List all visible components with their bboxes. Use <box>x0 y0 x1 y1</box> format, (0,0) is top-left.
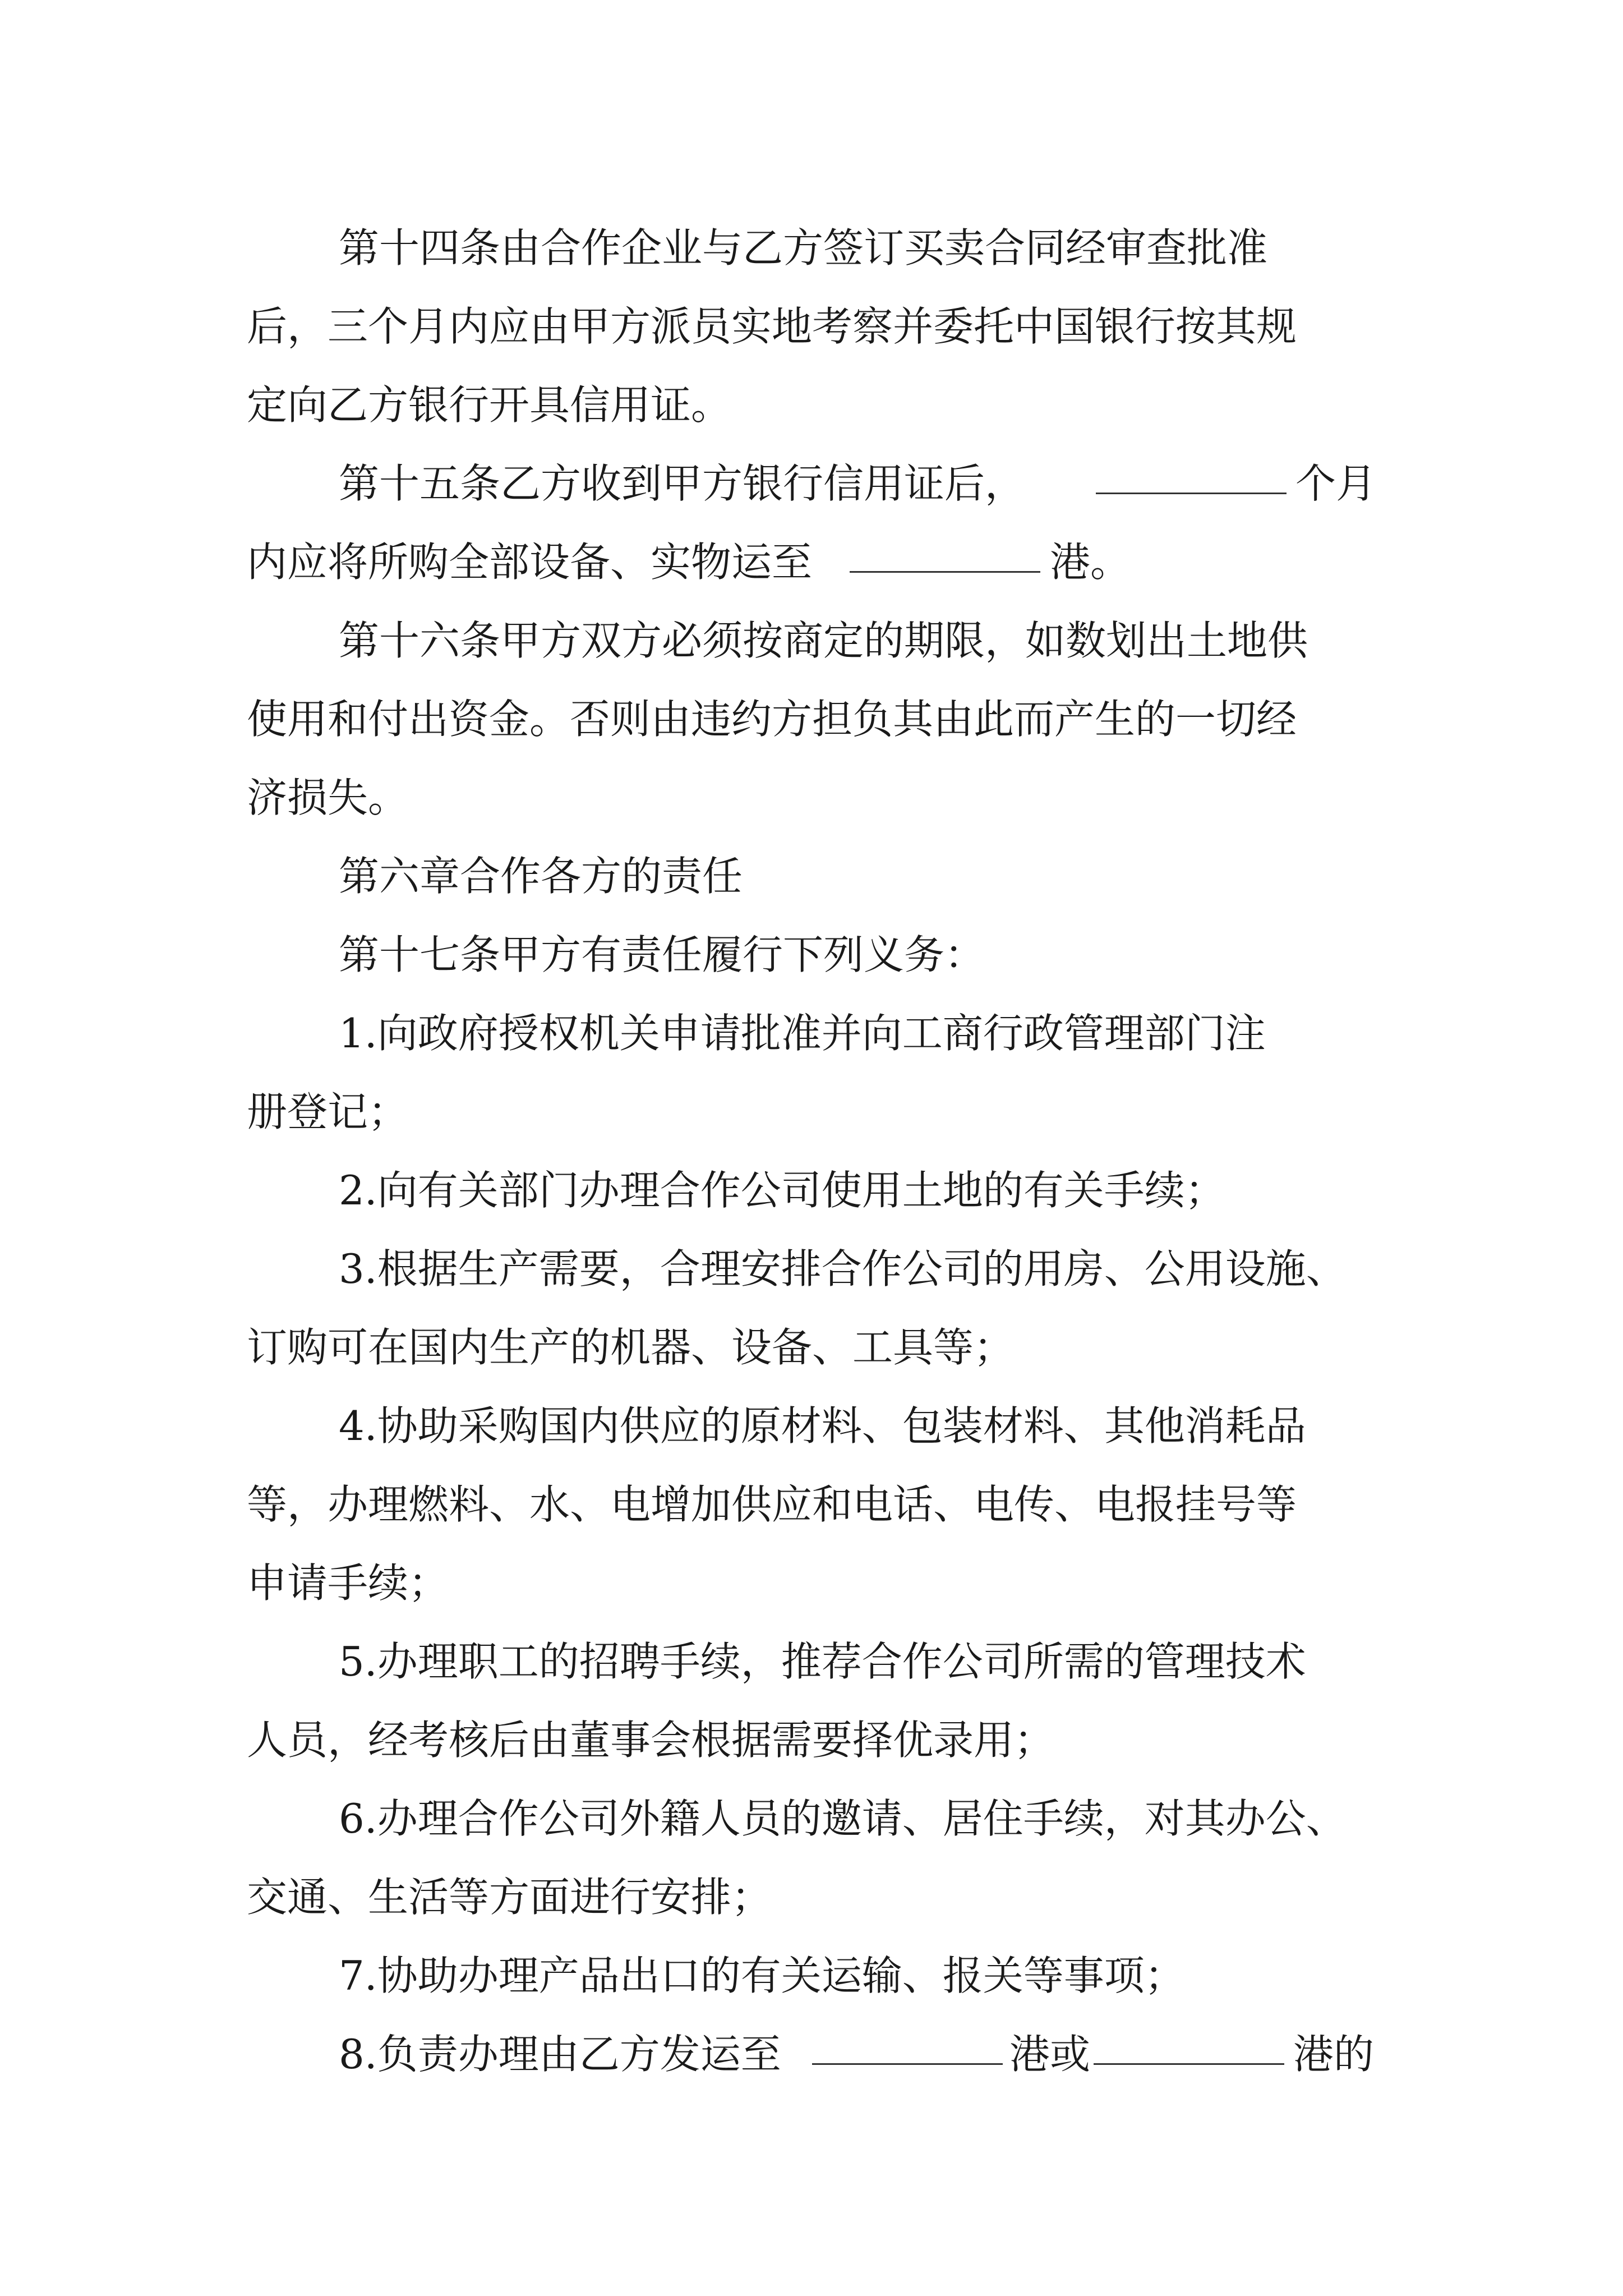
list-item-text: 8.负责办理由乙方发运至 <box>339 2031 781 2078</box>
list-item-text: 4.协助采购国内供应的原材料、包装材料、其他消耗品 <box>339 1402 1306 1450</box>
text-line <box>0 1465 1623 1544</box>
text-line <box>0 1308 1623 1387</box>
text-line <box>0 1779 1623 1858</box>
text-line <box>0 915 1623 994</box>
text-line <box>0 994 1623 1073</box>
text-line <box>0 601 1623 680</box>
text-line <box>0 523 1623 601</box>
list-item-text: 交通、生活等方面进行安排； <box>247 1874 772 1921</box>
fill-in-blank <box>1096 444 1287 494</box>
text-line <box>0 1701 1623 1779</box>
list-item-text: 港的 <box>1293 2031 1375 2078</box>
list-item-text: 册登记； <box>247 1088 409 1135</box>
text-line <box>0 1544 1623 1622</box>
text-line <box>0 1230 1623 1308</box>
text-line <box>0 287 1623 366</box>
list-item-text: 2.向有关部门办理合作公司使用土地的有关手续； <box>339 1167 1225 1214</box>
list-item-text: 订购可在国内生产的机器、设备、工具等； <box>247 1324 1015 1371</box>
fill-in-blank <box>850 523 1040 573</box>
text-line <box>0 2015 1623 2093</box>
paragraph-text: 使用和付出资金。否则由违约方担负其由此而产生的一切经 <box>247 696 1297 743</box>
list-item-text: 7.协助办理产品出口的有关运输、报关等事项； <box>339 1952 1185 1999</box>
list-item-text: 5.办理职工的招聘手续，推荐合作公司所需的管理技术 <box>339 1638 1306 1685</box>
text-line <box>0 366 1623 444</box>
list-item-text: 1.向政府授权机关申请批准并向工商行政管理部门注 <box>339 1010 1266 1057</box>
text-line <box>0 444 1623 523</box>
paragraph-text: 第十四条由合作企业与乙方签订买卖合同经审查批准 <box>339 224 1268 272</box>
paragraph-text: 后，三个月内应由甲方派员实地考察并委托中国银行按其规 <box>247 303 1297 350</box>
text-line <box>0 837 1623 915</box>
paragraph-text: 内应将所购全部设备、实物运至 <box>247 539 813 586</box>
paragraph-text: 济损失。 <box>247 774 409 821</box>
paragraph-text: 第十五条乙方收到甲方银行信用证后， <box>339 460 1026 507</box>
fill-in-blank <box>812 2015 1003 2065</box>
text-line <box>0 758 1623 837</box>
chapter-heading: 第六章合作各方的责任 <box>339 853 743 900</box>
text-line <box>0 209 1623 287</box>
list-item-text: 6.办理合作公司外籍人员的邀请、居住手续，对其办公、 <box>339 1795 1347 1842</box>
text-line <box>0 1936 1623 2015</box>
text-line <box>0 1858 1623 1936</box>
list-item-text: 3.根据生产需要，合理安排合作公司的用房、公用设施、 <box>339 1245 1347 1292</box>
paragraph-text: 定向乙方银行开具信用证。 <box>247 381 732 429</box>
paragraph-text: 第十六条甲方双方必须按商定的期限，如数划出土地供 <box>339 617 1308 664</box>
text-line <box>0 1387 1623 1465</box>
list-item-text: 等，办理燃料、水、电增加供应和电话、电传、电报挂号等 <box>247 1481 1297 1528</box>
list-item-text: 港或 <box>1009 2031 1091 2078</box>
text-line <box>0 1151 1623 1230</box>
list-item-text: 申请手续； <box>247 1559 449 1607</box>
paragraph-text: 个月 <box>1295 460 1377 507</box>
paragraph-text: 第十七条甲方有责任履行下列义务： <box>339 931 985 978</box>
text-line <box>0 1073 1623 1151</box>
paragraph-text: 港。 <box>1050 539 1131 586</box>
text-line <box>0 680 1623 758</box>
list-item-text: 人员，经考核后由董事会根据需要择优录用； <box>247 1717 1055 1764</box>
text-line <box>0 1622 1623 1701</box>
fill-in-blank <box>1094 2015 1284 2065</box>
